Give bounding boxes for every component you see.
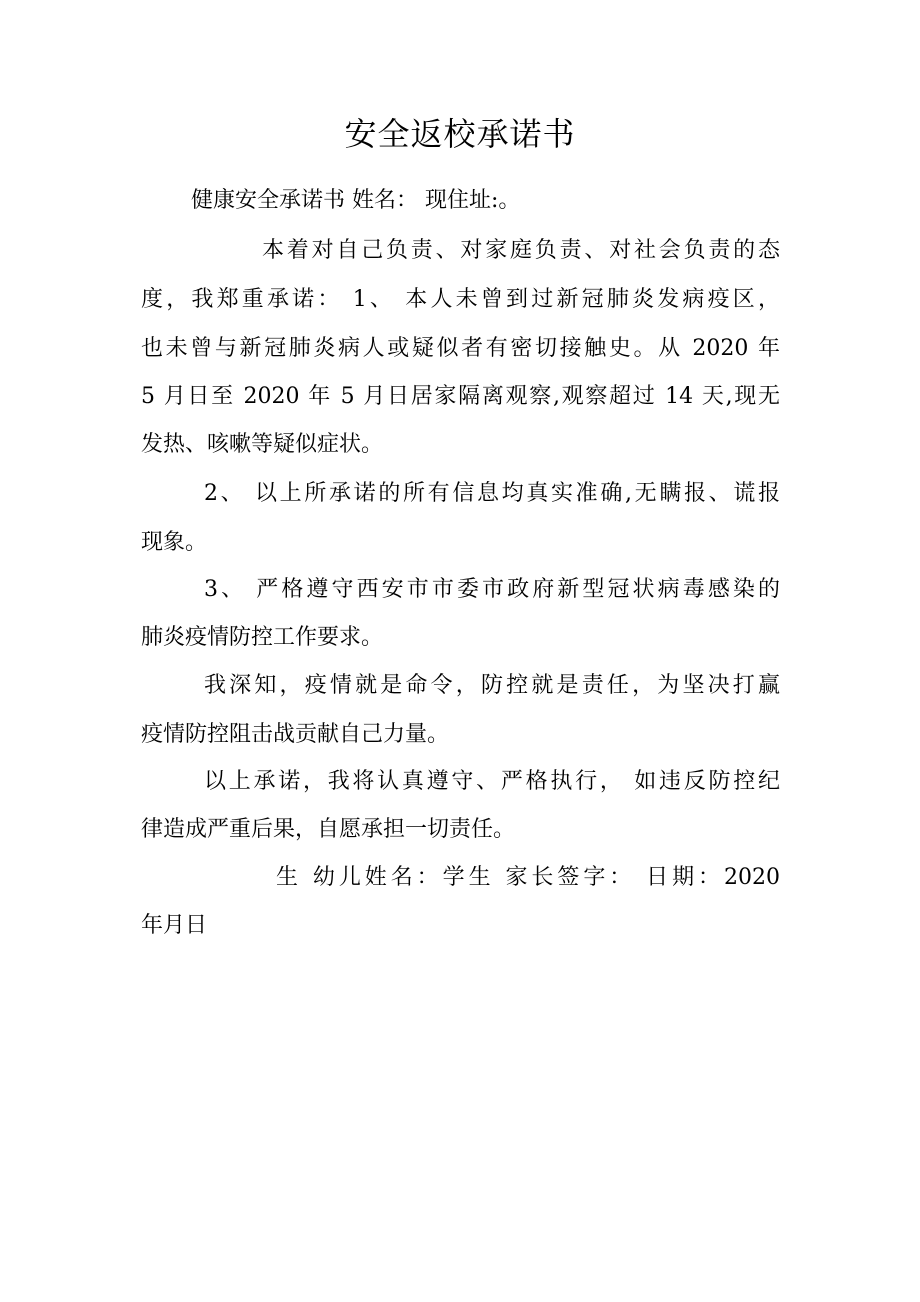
- paragraph-3-line-1: 3、 严格遵守西安市市委市政府新型冠状病毒感染的: [204, 577, 780, 602]
- paragraph-3-line-2: 肺炎疫情防控工作要求。: [141, 625, 384, 650]
- paragraph-1-line-2: 度，我郑重承诺： 1、 本人未曾到过新冠肺炎发病疫区，: [141, 287, 780, 312]
- paragraph-1-line-5: 发热、咳嗽等疑似症状。: [141, 432, 384, 457]
- paragraph-2-line-1: 2、 以上所承诺的所有信息均真实准确,无瞒报、谎报: [204, 481, 780, 506]
- paragraph-5-line-1: 以上承诺，我将认真遵守、严格执行， 如违反防控纪: [204, 769, 780, 794]
- signature-line-1: 生 幼儿姓名：学生 家长签字： 日期：2020: [276, 865, 780, 890]
- paragraph-1-line-1: 本着对自己负责、对家庭负责、对社会负责的态: [262, 238, 780, 263]
- paragraph-1-line-4: 5 月日至 2020 年 5 月日居家隔离观察,观察超过 14 天,现无: [141, 384, 780, 409]
- document-title: 安全返校承诺书: [344, 115, 576, 153]
- paragraph-1-line-3: 也未曾与新冠肺炎病人或疑似者有密切接触史。从 2020 年: [141, 336, 780, 361]
- header-line: 健康安全承诺书 姓名： 现住址:。: [191, 188, 521, 213]
- paragraph-2-line-2: 现象。: [141, 530, 208, 555]
- paragraph-4-line-1: 我深知，疫情就是命令，防控就是责任，为坚决打赢: [204, 673, 780, 698]
- signature-date-line: 年月日: [141, 913, 208, 938]
- paragraph-5-line-2: 律造成严重后果，自愿承担一切责任。: [141, 817, 516, 842]
- paragraph-4-line-2: 疫情防控阻击战贡献自己力量。: [141, 722, 450, 747]
